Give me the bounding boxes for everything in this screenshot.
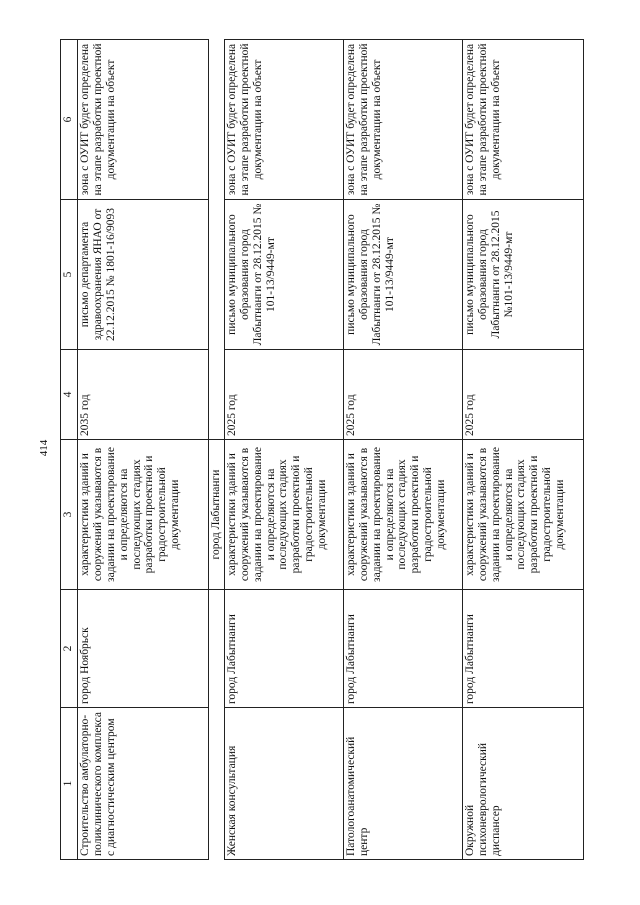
objects-table: [60, 39, 584, 860]
column-header-5: 5: [61, 200, 78, 350]
section-gap: [209, 40, 225, 200]
cell-location: город Лабытнанги: [224, 590, 343, 708]
cell-location: город Лабытнанги: [462, 590, 583, 708]
cell-year: 2025 год: [343, 350, 462, 440]
rotated-page-content: [60, 40, 638, 860]
section-gap: [209, 350, 225, 440]
cell-characteristics: характеристики зданий и сооружений указываются в задании на проектирование и определяются на последующих стадиях разработки проектной и градостроительной документации: [78, 440, 209, 590]
cell-object: Окружной психоневрологический диспансер: [462, 708, 583, 860]
cell-characteristics: характеристики зданий и сооружений указываются в задании на проектирование и определяются на последующих стадиях разработки проектной и градостроительной документации: [343, 440, 462, 590]
page-number: 414: [38, 439, 50, 457]
cell-zone: зона с ОУИТ будет определена на этапе разработки проектной документации на объект: [224, 40, 343, 200]
column-header-1: 1: [61, 708, 78, 860]
cell-year: 2035 год: [78, 350, 209, 440]
cell-zone: зона с ОУИТ будет определена на этапе разработки проектной документации на объект: [343, 40, 462, 200]
column-header-3: 3: [61, 440, 78, 590]
header-row: [61, 40, 78, 860]
cell-year: 2025 год: [224, 350, 343, 440]
cell-location: город Ноябрьск: [78, 590, 209, 708]
cell-zone: зона с ОУИТ будет определена на этапе разработки проектной документации на объект: [462, 40, 583, 200]
cell-basis: письмо муниципального образования город Лабытнанги от 28.12.2015 № 101-13/9449-мт: [343, 200, 462, 350]
column-header-2: 2: [61, 590, 78, 708]
column-header-6: 6: [61, 40, 78, 200]
cell-object: Строительство амбулаторно-поликлинического комплекса с диагностическим центром: [78, 708, 209, 860]
section-gap: [209, 708, 225, 860]
table-row: [462, 40, 583, 860]
cell-basis: письмо муниципального образования город Лабытнанги от 28.12.2015 № 101-13/9449-мт: [224, 200, 343, 350]
table-row: [343, 40, 462, 860]
section-title: город Лабытнанги: [209, 440, 225, 590]
section-row: [209, 40, 225, 860]
cell-year: 2025 год: [462, 350, 583, 440]
table-row: [78, 40, 209, 860]
cell-zone: зона с ОУИТ будет определена на этапе разработки проектной документации на объект: [78, 40, 209, 200]
cell-characteristics: характеристики зданий и сооружений указываются в задании на проектирование и определяются на последующих стадиях разработки проектной и градостроительной документации: [224, 440, 343, 590]
table-row: [224, 40, 343, 860]
cell-basis: письмо департамента здравоохранения ЯНАО от 22.12.2015 № 1801-16/9093: [78, 200, 209, 350]
cell-basis: письмо муниципального образования город Лабытнанги от 28.12.2015 №101-13/9449-мт: [462, 200, 583, 350]
section-gap: [209, 200, 225, 350]
cell-characteristics: характеристики зданий и сооружений указываются в задании на проектирование и определяются на последующих стадиях разработки проектной и градостроительной документации: [462, 440, 583, 590]
cell-location: город Лабытнанги: [343, 590, 462, 708]
section-gap: [209, 590, 225, 708]
cell-object: Женская консультация: [224, 708, 343, 860]
cell-object: Патологоанатомический центр: [343, 708, 462, 860]
column-header-4: 4: [61, 350, 78, 440]
